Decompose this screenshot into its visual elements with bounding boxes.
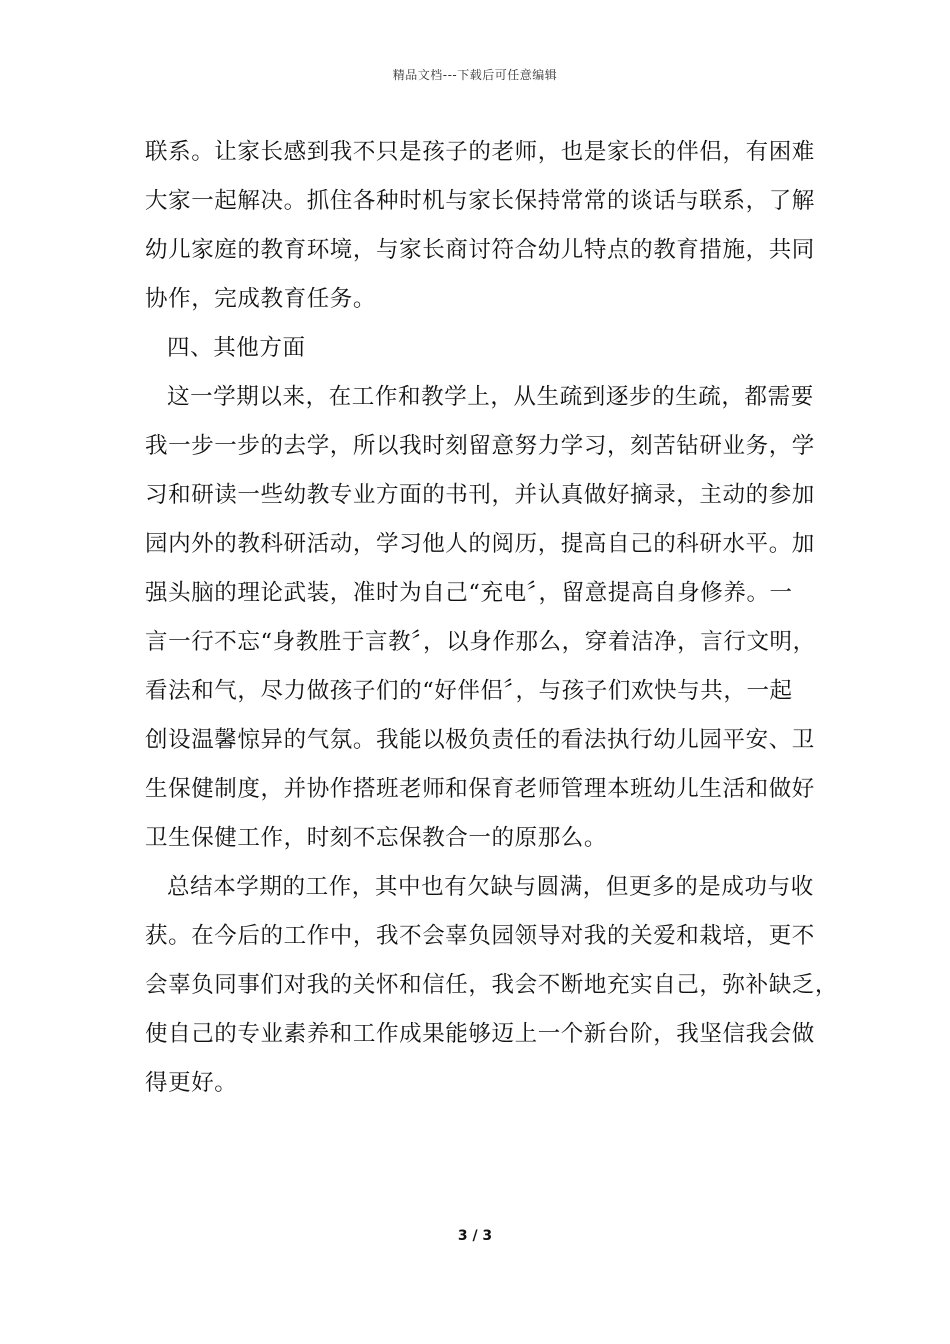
text-line: 强头脑的理论武装，准时为自己“充电〞，留意提高自身修养。一: [145, 580, 793, 606]
text-line: 创设温馨惊异的气氛。我能以极负责任的看法执行幼儿园平安、卫: [145, 727, 815, 753]
paragraph-summary: [145, 863, 839, 1108]
text-line: 生保健制度，并协作搭班老师和保育老师管理本班幼儿生活和做好: [145, 776, 815, 802]
document-header: 精品文档---下载后可任意编辑: [392, 68, 558, 82]
page-number: 3 / 3: [457, 1228, 493, 1244]
text-line: 大家一起解决。抓住各种时机与家长保持常常的谈话与联系，了解: [145, 188, 815, 214]
paragraph-family-contact: [145, 128, 825, 324]
text-line: 看法和气，尽力做孩子们的“好伴侣〞，与孩子们欢快与共，一起: [145, 678, 793, 704]
text-line: 言一行不忘“身教胜于言教〞，以身作那么，穿着洁净，言行文明，: [145, 629, 816, 655]
text-line: 获。在今后的工作中，我不会辜负园领导对我的关爱和栽培，更不: [145, 923, 815, 949]
section-heading: 四、其他方面: [167, 335, 306, 361]
text-line: 会辜负同事们对我的关怀和信任，我会不断地充实自己，弥补缺乏，: [145, 972, 839, 998]
text-line: 联系。让家长感到我不只是孩子的老师，也是家长的伴侣，有困难: [145, 139, 815, 165]
text-line: 习和研读一些幼教专业方面的书刊，并认真做好摘录，主动的参加: [145, 482, 815, 508]
text-line: 园内外的教科研活动，学习他人的阅历，提高自己的科研水平。加: [145, 531, 815, 557]
text-line: 卫生保健工作，时刻不忘保教合一的原那么。: [145, 825, 608, 851]
paragraph-self-study: [145, 373, 825, 863]
text-line: 总结本学期的工作，其中也有欠缺与圆满，但更多的是成功与收: [167, 874, 814, 900]
text-line: 使自己的专业素养和工作成果能够迈上一个新台阶，我坚信我会做: [145, 1021, 815, 1047]
text-line: 协作，完成教育任务。: [145, 286, 377, 312]
text-line: 幼儿家庭的教育环境，与家长商讨符合幼儿特点的教育措施，共同: [145, 237, 815, 263]
text-line: 这一学期以来，在工作和教学上，从生疏到逐步的生疏，都需要: [167, 384, 814, 410]
text-line: 得更好。: [145, 1070, 238, 1096]
text-line: 我一步一步的去学，所以我时刻留意努力学习，刻苦钻研业务，学: [145, 433, 815, 459]
document-body: [145, 128, 839, 1108]
